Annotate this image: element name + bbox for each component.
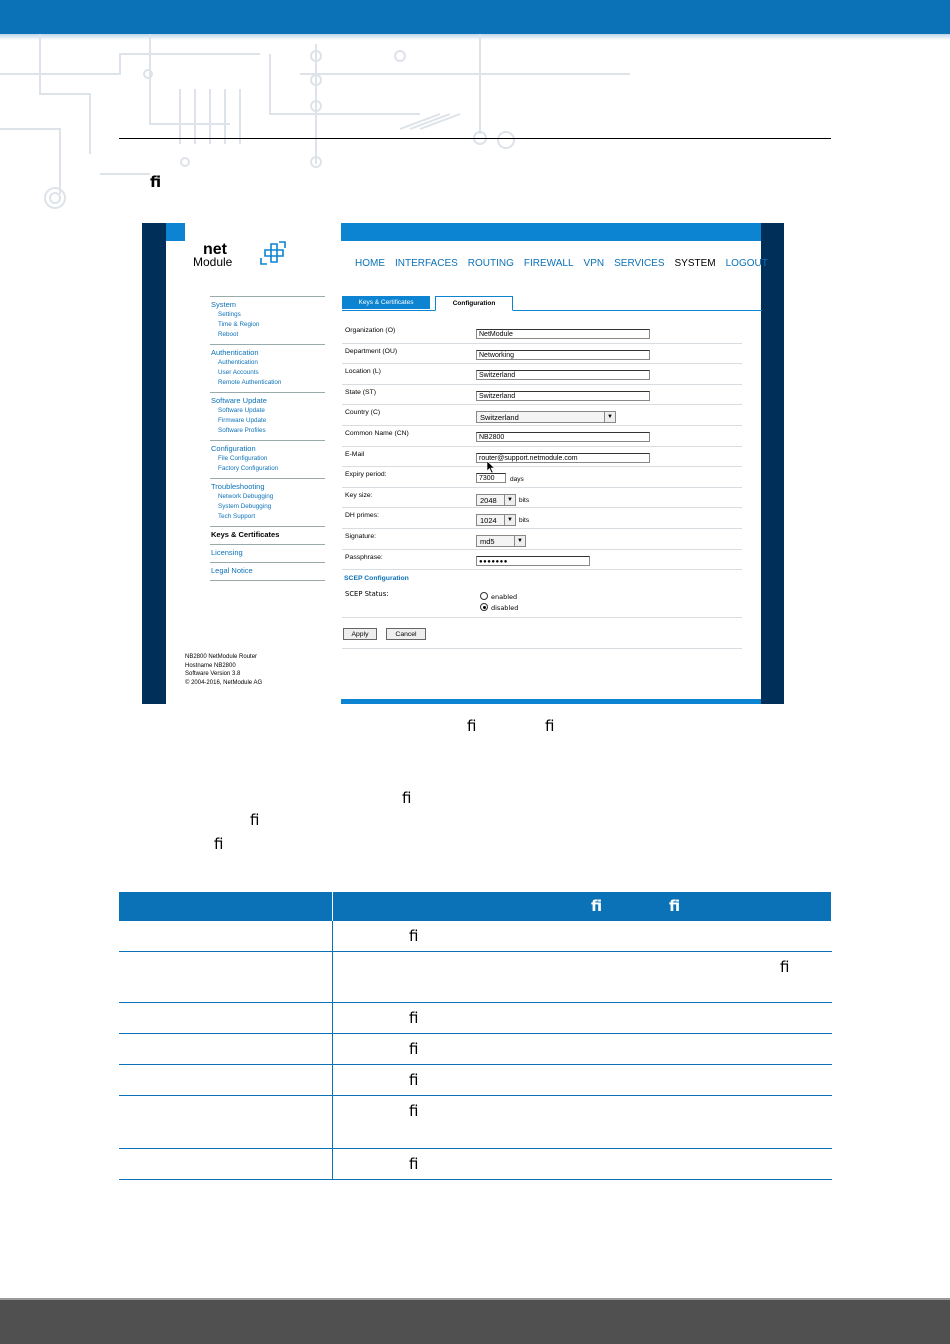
key-size-select[interactable] — [476, 494, 516, 506]
table-header-cell-2 — [333, 892, 832, 921]
table-row — [119, 1065, 832, 1096]
system-info-version: Software Version 3.8 — [185, 671, 241, 677]
page-header-bar — [0, 0, 950, 34]
form-row-key-size — [342, 488, 742, 509]
email-input[interactable]: router@support.netmodule.com — [476, 453, 650, 463]
sidebar-group-legal-notice — [210, 563, 325, 580]
cancel-button[interactable]: Cancel — [386, 628, 426, 640]
form-row-email — [342, 447, 742, 468]
table-row — [119, 1034, 832, 1065]
figure-caption-glyph-2: ﬁ — [545, 717, 555, 735]
dh-primes-unit: bits — [519, 517, 530, 525]
top-accent — [166, 223, 185, 241]
table-cell-desc — [333, 1034, 832, 1065]
body-text-glyph-3: ﬁ — [214, 835, 224, 853]
signature-label: Signature: — [345, 532, 376, 540]
system-info-model: NB2800 NetModule Router — [185, 654, 258, 660]
top-band — [341, 223, 761, 241]
form-row-dh-primes — [342, 508, 742, 529]
tab-configuration[interactable]: Configuration — [435, 296, 513, 311]
scep-status-label: SCEP Status: — [345, 590, 389, 598]
organization-input[interactable]: NetModule — [476, 329, 650, 339]
router-ui-content — [166, 223, 768, 704]
common-name-label: Common Name (CN) — [345, 429, 409, 437]
scep-disabled-label: disabled — [491, 604, 519, 612]
scep-heading: SCEP Configuration — [344, 575, 409, 582]
bottom-band — [341, 699, 761, 704]
state-input[interactable]: Switzerland — [476, 391, 650, 401]
department-label: Department (OU) — [345, 347, 398, 355]
figure-caption-glyph-1: ﬁ — [467, 717, 477, 735]
table-cell-param — [119, 1034, 333, 1065]
sidebar-head-authentication[interactable]: Authentication — [211, 348, 259, 357]
router-ui-screenshot — [142, 223, 784, 704]
table-row-glyph: ﬁ — [409, 1009, 419, 1027]
table-row — [119, 1003, 832, 1034]
form-row-passphrase — [342, 550, 742, 571]
sidebar-head-system[interactable]: System — [211, 300, 237, 309]
body-text-glyph-2: ﬁ — [250, 811, 260, 829]
nav-home[interactable]: HOME — [355, 258, 385, 269]
page-footer-bar — [0, 1300, 950, 1344]
logo-module-text: Module — [193, 255, 233, 269]
chevron-down-icon: ▼ — [504, 495, 515, 505]
tab-keys-certificates[interactable]: Keys & Certificates — [342, 296, 430, 309]
sidebar-group-configuration — [210, 441, 325, 478]
department-input[interactable]: Networking — [476, 350, 650, 360]
form-row-common-name — [342, 426, 742, 447]
sidebar-head-troubleshooting[interactable]: Troubleshooting — [211, 482, 265, 491]
certificate-config-form — [342, 323, 742, 570]
radio-on-icon — [480, 603, 488, 611]
scep-radio-enabled[interactable] — [480, 592, 517, 602]
dh-primes-select[interactable] — [476, 514, 516, 526]
sidebar-head-software-update[interactable]: Software Update — [211, 396, 267, 405]
sidebar-menu — [210, 296, 325, 581]
sidebar-group-troubleshooting — [210, 479, 325, 526]
signature-value: md5 — [480, 536, 495, 546]
table-row — [119, 1096, 832, 1149]
scep-enabled-label: enabled — [491, 593, 518, 601]
passphrase-input[interactable]: ●●●●●●● — [476, 556, 590, 566]
table-cell-param — [119, 921, 333, 952]
top-navigation — [355, 258, 768, 270]
nav-services[interactable]: SERVICES — [614, 258, 665, 269]
key-size-value: 2048 — [480, 495, 497, 505]
sidebar-group-licensing — [210, 545, 325, 562]
system-info — [185, 653, 262, 687]
sidebar-item-software-profiles[interactable]: Software Profiles — [218, 427, 266, 434]
body-text-glyph-1: ﬁ — [402, 789, 412, 807]
table-cell-param — [119, 952, 333, 1003]
parameter-table — [119, 892, 832, 1180]
table-row — [119, 952, 832, 1003]
state-label: State (ST) — [345, 388, 376, 396]
sidebar-item-factory-configuration[interactable]: Factory Configuration — [218, 465, 279, 472]
country-select-value: Switzerland — [480, 413, 519, 423]
sidebar-item-authentication[interactable]: Authentication — [218, 359, 258, 366]
apply-button[interactable]: Apply — [343, 628, 377, 640]
dh-primes-label: DH primes: — [345, 512, 379, 520]
chevron-down-icon: ▼ — [604, 412, 615, 422]
sidebar-group-software-update — [210, 393, 325, 440]
form-row-department — [342, 344, 742, 365]
circuit-decoration — [0, 34, 640, 224]
table-header-glyph-1: ﬁ — [591, 897, 603, 915]
system-info-hostname: Hostname NB2800 — [185, 662, 236, 669]
system-info-copyright: © 2004-2016, NetModule AG — [185, 679, 263, 686]
table-cell-desc — [333, 1065, 832, 1096]
form-row-location — [342, 364, 742, 385]
table-row-glyph: ﬁ — [409, 1071, 419, 1089]
passphrase-label: Passphrase: — [345, 553, 383, 561]
form-row-signature — [342, 529, 742, 550]
sidebar-item-reboot[interactable]: Reboot — [218, 331, 239, 338]
table-cell-desc — [333, 1096, 832, 1149]
netmodule-logo-icon — [259, 238, 291, 270]
chevron-down-icon: ▼ — [514, 536, 525, 546]
common-name-input[interactable]: NB2800 — [476, 432, 650, 442]
sidebar-item-tech-support[interactable]: Tech Support — [218, 513, 256, 520]
location-label: Location (L) — [345, 368, 381, 376]
sidebar-item-remote-authentication[interactable]: Remote Authentication — [218, 379, 282, 386]
form-row-country — [342, 405, 742, 426]
expiry-input[interactable]: 7300 — [476, 473, 506, 483]
sidebar-separator — [210, 580, 325, 581]
scep-status-row — [342, 587, 742, 618]
sidebar-item-software-update[interactable]: Software Update — [218, 407, 265, 414]
nav-system[interactable]: SYSTEM — [674, 258, 716, 269]
table-cell-param — [119, 1065, 333, 1096]
organization-label: Organization (O) — [345, 327, 396, 334]
nav-logout[interactable]: LOGOUT — [725, 258, 768, 269]
table-cell-desc — [333, 1003, 832, 1034]
nav-interfaces[interactable]: INTERFACES — [395, 258, 458, 269]
table-cell-desc — [333, 952, 832, 1003]
sidebar-item-settings[interactable]: Settings — [218, 311, 241, 318]
form-bottom-separator — [342, 648, 742, 649]
expiry-unit: days — [510, 476, 524, 484]
signature-select[interactable] — [476, 535, 526, 547]
table-row-glyph: ﬁ — [409, 927, 419, 945]
table-cell-desc — [333, 1149, 832, 1180]
sidebar-item-firmware-update[interactable]: Firmware Update — [218, 417, 267, 424]
heading-rule — [119, 138, 831, 139]
mouse-cursor-icon — [487, 461, 495, 473]
country-label: Country (C) — [345, 409, 381, 417]
dh-primes-value: 1024 — [480, 516, 497, 526]
nav-routing[interactable]: ROUTING — [467, 258, 514, 269]
table-cell-param — [119, 1149, 333, 1180]
sidebar-head-configuration[interactable]: Configuration — [211, 444, 256, 453]
table-cell-param — [119, 1003, 333, 1034]
sidebar-head-licensing[interactable]: Licensing — [211, 548, 243, 557]
section-heading: ﬁ — [150, 173, 162, 191]
table-row — [119, 1149, 832, 1180]
table-header-glyph-2: ﬁ — [669, 897, 681, 915]
table-cell-desc — [333, 921, 832, 952]
sidebar-item-system-debugging[interactable]: System Debugging — [218, 503, 272, 510]
sidebar-group-authentication — [210, 345, 325, 392]
sidebar-item-file-configuration[interactable]: File Configuration — [218, 455, 268, 462]
table-header-cell-1 — [119, 892, 333, 921]
key-size-unit: bits — [519, 496, 530, 504]
table-row-glyph: ﬁ — [409, 1155, 419, 1173]
nav-vpn[interactable]: VPN — [583, 258, 605, 269]
radio-off-icon — [480, 592, 488, 600]
form-row-state — [342, 385, 742, 406]
tab-bar — [342, 296, 762, 311]
sidebar-head-legal-notice[interactable]: Legal Notice — [211, 566, 253, 575]
table-row-glyph: ﬁ — [780, 958, 790, 976]
chevron-down-icon: ▼ — [504, 515, 515, 525]
scep-radio-disabled[interactable] — [480, 603, 518, 613]
form-row-expiry — [342, 467, 742, 488]
sidebar-item-time-region[interactable]: Time & Region — [218, 321, 260, 328]
table-row-glyph: ﬁ — [409, 1102, 419, 1120]
sidebar-item-network-debugging[interactable]: Network Debugging — [218, 493, 274, 500]
sidebar-group-keys-certificates — [210, 527, 325, 544]
logo-net-text: net — [203, 241, 227, 258]
location-input[interactable]: Switzerland — [476, 370, 650, 380]
table-row — [119, 921, 832, 952]
email-label: E-Mail — [345, 450, 365, 458]
key-size-label: Key size: — [345, 491, 373, 499]
sidebar-item-user-accounts[interactable]: User Accounts — [218, 369, 259, 376]
sidebar-group-system — [210, 297, 325, 344]
table-row-glyph: ﬁ — [409, 1040, 419, 1058]
table-cell-param — [119, 1096, 333, 1149]
sidebar-head-keys-certificates[interactable]: Keys & Certificates — [211, 530, 280, 539]
nav-firewall[interactable]: FIREWALL — [523, 258, 574, 269]
country-select[interactable] — [476, 411, 616, 423]
form-row-organization — [342, 323, 742, 344]
expiry-label: Expiry period: — [345, 471, 387, 479]
table-header-row — [119, 892, 832, 921]
